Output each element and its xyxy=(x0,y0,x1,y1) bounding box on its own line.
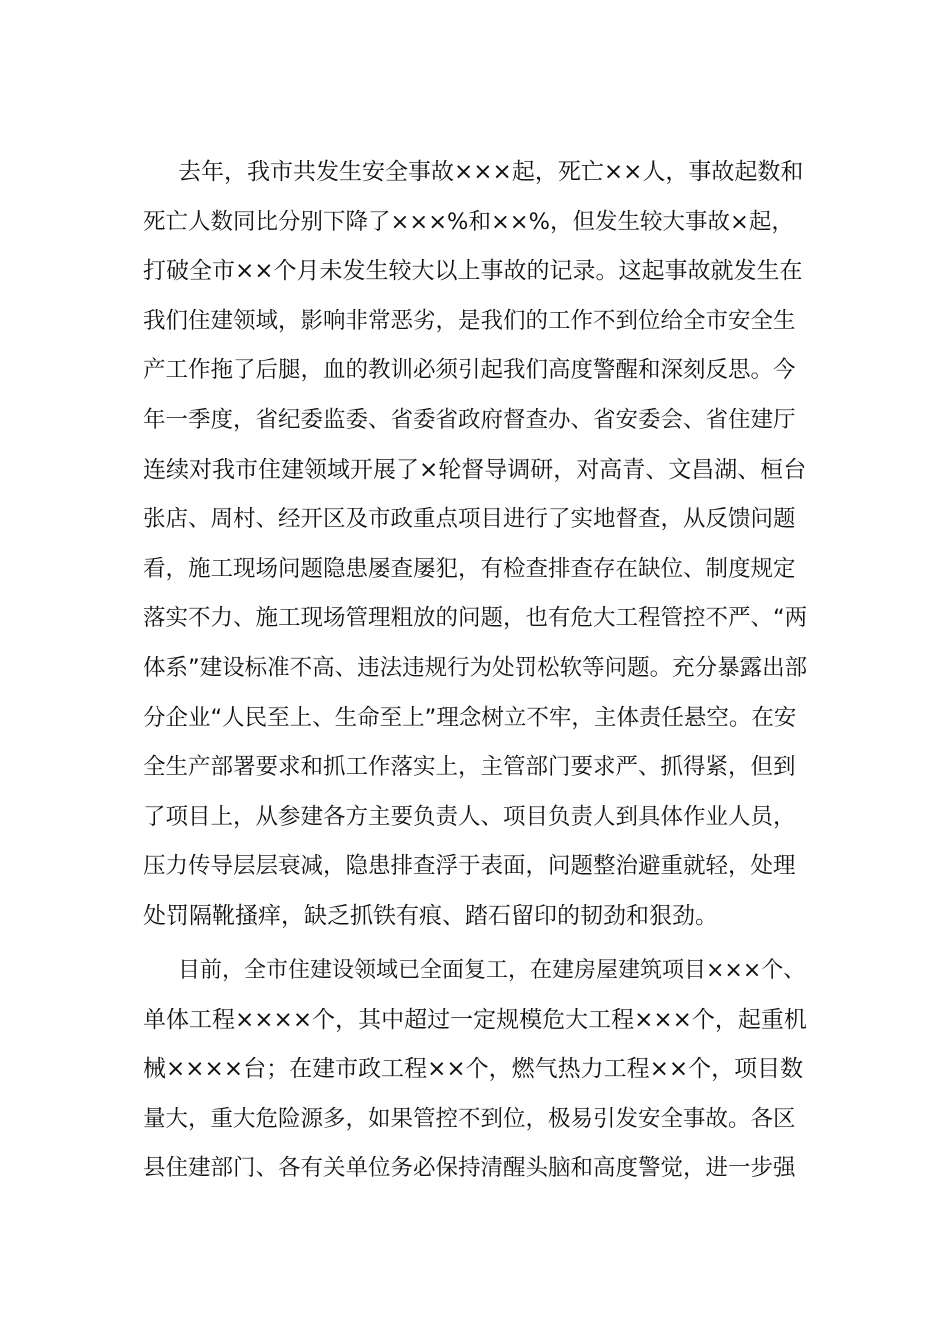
text-line: 我们住建领域，影响非常恶劣，是我们的工作不到位给全市安全生 xyxy=(143,307,796,334)
text-line: 县住建部门、各有关单位务必保持清醒头脑和高度警觉，进一步强 xyxy=(143,1155,796,1182)
paragraph-2 xyxy=(143,946,807,1194)
text-line: 单体工程××××个，其中超过一定规模危大工程×××个，起重机 xyxy=(143,1006,807,1033)
text-line: 械××××台；在建市政工程××个，燃气热力工程××个，项目数 xyxy=(143,1056,804,1083)
text-line: 体系”建设标准不高、违法违规行为处罚松软等问题。充分暴露出部 xyxy=(143,654,808,681)
text-line: 去年，我市共发生安全事故×××起，死亡××人，事故起数和 xyxy=(178,159,804,185)
text-line: 量大，重大危险源多，如果管控不到位，极易引发安全事故。各区 xyxy=(143,1105,796,1132)
text-line: 目前，全市住建设领域已全面复工，在建房屋建筑项目×××个、 xyxy=(178,958,806,983)
text-line: 处罚隔靴搔痒，缺乏抓铁有痕、踏石留印的韧劲和狠劲。 xyxy=(143,902,718,929)
paragraph-1 xyxy=(143,148,807,942)
text-line: 死亡人数同比分别下降了×××%和××%，但发生较大事故×起， xyxy=(143,208,794,235)
text-line: 产工作拖了后腿，血的教训必须引起我们高度警醒和深刻反思。今 xyxy=(143,357,796,384)
text-line: 看，施工现场问题隐患屡查屡犯，有检查排查存在缺位、制度规定 xyxy=(143,555,796,582)
text-line: 张店、周村、经开区及市政重点项目进行了实地督查，从反馈问题 xyxy=(143,506,796,533)
text-line: 压力传导层层衰减，隐患排查浮于表面，问题整治避重就轻，处理 xyxy=(143,853,796,880)
text-line: 了项目上，从参建各方主要负责人、项目负责人到具体作业人员， xyxy=(143,803,796,830)
text-line: 落实不力、施工现场管理粗放的问题，也有危大工程管控不严、“两 xyxy=(143,605,808,632)
text-line: 年一季度，省纪委监委、省委省政府督查办、省安委会、省住建厅 xyxy=(143,406,796,433)
text-line: 分企业“人民至上、生命至上”理念树立不牢，主体责任悬空。在安 xyxy=(143,704,797,731)
text-line: 全生产部署要求和抓工作落实上，主管部门要求严、抓得紧，但到 xyxy=(143,754,796,781)
text-line: 打破全市××个月未发生较大以上事故的记录。这起事故就发生在 xyxy=(143,258,803,285)
text-line: 连续对我市住建领域开展了×轮督导调研，对高青、文昌湖、桓台 xyxy=(143,456,807,483)
